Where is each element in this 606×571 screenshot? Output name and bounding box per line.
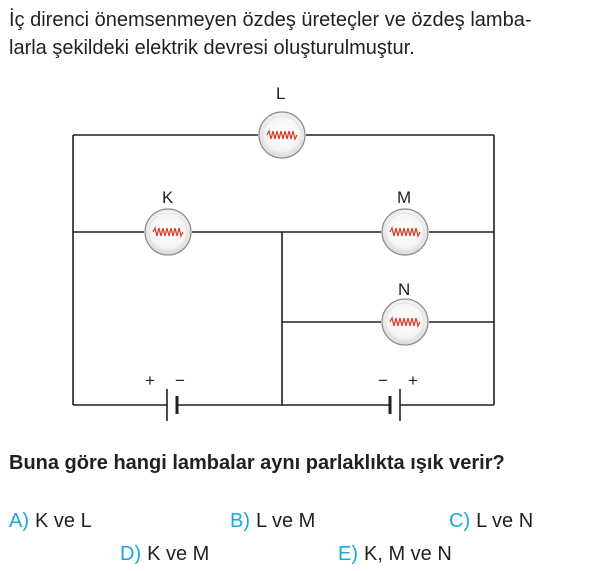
- option-e[interactable]: [338, 543, 452, 566]
- battery-left-minus: −: [175, 371, 185, 390]
- option-e-letter: E): [338, 543, 358, 565]
- option-a-text: K ve L: [35, 510, 92, 532]
- lamp-N-label: N: [398, 280, 411, 299]
- option-c-letter: C): [449, 510, 471, 532]
- option-b-text: L ve M: [256, 510, 316, 532]
- wires: [73, 135, 494, 405]
- option-a[interactable]: [9, 510, 92, 533]
- option-c-text: L ve N: [476, 510, 534, 532]
- lamp-K-label: K: [162, 188, 174, 207]
- option-d-text: K ve M: [147, 543, 210, 565]
- option-a-letter: A): [9, 510, 29, 532]
- battery-left: [145, 371, 185, 421]
- question-text: Buna göre hangi lambalar aynı parlaklıkta ışık verir?: [9, 452, 505, 474]
- intro-line-1: İç direnci önemsenmeyen özdeş üreteçler ve özdeş lamba-: [9, 9, 532, 31]
- lamp-L: [259, 84, 305, 158]
- option-d[interactable]: [120, 543, 209, 566]
- lamp-M-label: M: [397, 188, 412, 207]
- option-d-letter: D): [120, 543, 142, 565]
- option-c[interactable]: [449, 510, 533, 533]
- battery-right-minus: −: [378, 371, 388, 390]
- lamp-N: [382, 280, 428, 345]
- intro-line-2: larla şekildeki elektrik devresi oluşturulmuştur.: [9, 37, 415, 59]
- lamp-M: [382, 188, 428, 255]
- battery-right-plus: +: [408, 371, 418, 390]
- lamp-K: [145, 188, 191, 255]
- option-e-text: K, M ve N: [364, 543, 452, 565]
- option-b[interactable]: [230, 510, 315, 533]
- battery-left-plus: +: [145, 371, 155, 390]
- battery-right: [378, 371, 418, 421]
- option-b-letter: B): [230, 510, 250, 532]
- lamp-L-label: L: [276, 84, 286, 103]
